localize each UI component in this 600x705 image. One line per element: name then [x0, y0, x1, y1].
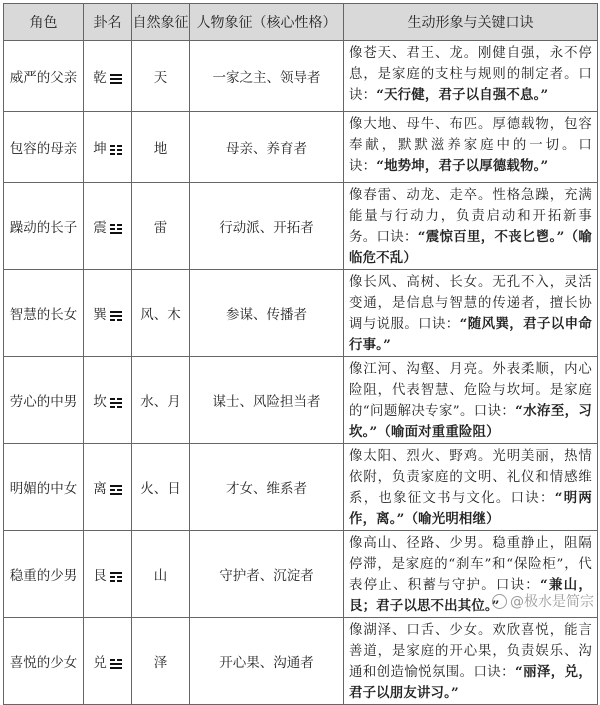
person-cell: 开心果、沟通者: [190, 618, 344, 705]
desc-cell: [344, 112, 598, 183]
gua-name: 坤: [93, 141, 107, 157]
nature-cell: 水、月: [132, 357, 190, 444]
person-cell: 守护者、沉淀者: [190, 531, 344, 618]
watermark: [492, 591, 594, 611]
desc-text: 像春雷、动龙、走卒。性格急躁，充满能量与行动力，负责启动和开拓新事务。口诀：: [349, 188, 592, 245]
gua-cell: [84, 444, 132, 531]
role-cell: 躁动的长子: [4, 183, 84, 270]
desc-cell: [344, 270, 598, 357]
gua-name: 兑: [93, 655, 107, 671]
watermark-logo-icon: [492, 594, 507, 609]
desc-text: 像湖泽、口舌、少女。欢欣喜悦，能言善道，是家庭的开心果，负责娱乐、沟通和创造愉悦氛围。口诀：: [349, 623, 592, 680]
table-row: [4, 270, 598, 357]
trigram-icon: [110, 657, 122, 671]
table-row: [4, 444, 598, 531]
desc-quote: “地势坤，君子以厚德载物。”: [376, 158, 549, 174]
gua-cell: [84, 270, 132, 357]
desc-cell: [344, 183, 598, 270]
trigram-icon: [110, 143, 122, 157]
nature-cell: 雷: [132, 183, 190, 270]
person-cell: 母亲、养育者: [190, 112, 344, 183]
desc-text: 像高山、径路、少男。稳重静止，阻隔停滞，是家庭的“刹车”和“保险柜”，代表停止、积蓄与守护。口诀：: [349, 536, 592, 593]
table-row: [4, 357, 598, 444]
desc-quote: “天行健，君子以自强不息。”: [376, 87, 549, 103]
role-cell: 劳心的中男: [4, 357, 84, 444]
trigram-icon: [110, 222, 122, 236]
gua-name: 震: [93, 220, 107, 236]
header-nature: 自然象征: [132, 4, 190, 41]
desc-text: 像江河、沟壑、月亮。外表柔顺，内心险阻，代表智慧、危险与坎坷。是家庭的“问题解决专家”。口诀：: [349, 362, 592, 419]
desc-quote: “水洊至，习坎。”（喻面对重重险阻）: [349, 403, 592, 440]
gua-name: 巽: [93, 307, 107, 323]
header-person: 人物象征（核心性格）: [190, 4, 344, 41]
desc-quote: “明两作，离。”（喻光明相继）: [349, 490, 592, 527]
desc-cell: [344, 444, 598, 531]
role-cell: 包容的母亲: [4, 112, 84, 183]
desc-cell: [344, 357, 598, 444]
header-desc: 生动形象与关键口诀: [344, 4, 598, 41]
table-row: [4, 41, 598, 112]
gua-cell: [84, 531, 132, 618]
table-row: [4, 112, 598, 183]
trigram-icon: [110, 570, 122, 584]
person-cell: 参谋、传播者: [190, 270, 344, 357]
role-cell: 明媚的中女: [4, 444, 84, 531]
desc-quote: “随风巽，君子以申命行事。”: [349, 316, 593, 353]
nature-cell: 天: [132, 41, 190, 112]
person-cell: 才女、维系者: [190, 444, 344, 531]
desc-quote: “震惊百里，不丧匕鬯。”（喻临危不乱）: [349, 229, 592, 266]
watermark-text: @极水是简宗: [510, 594, 594, 610]
gua-name: 坎: [93, 394, 107, 410]
desc-cell: [344, 41, 598, 112]
gua-cell: [84, 357, 132, 444]
trigram-icon: [110, 72, 122, 86]
table-row: [4, 183, 598, 270]
gua-cell: [84, 183, 132, 270]
gua-cell: [84, 41, 132, 112]
desc-text: 像长风、高树、长女。无孔不入，灵活变通，是信息与智慧的传递者，擅长协调与说服。口诀：: [349, 275, 592, 332]
desc-text: 像太阳、烈火、野鸡。光明美丽，热情依附，负责家庭的文明、礼仪和情感维系，也象征文书与文化。口诀：: [349, 449, 592, 506]
gua-name: 离: [93, 481, 107, 497]
person-cell: 行动派、开拓者: [190, 183, 344, 270]
gua-name: 乾: [93, 70, 107, 86]
trigram-icon: [110, 483, 122, 497]
gua-name: 艮: [93, 568, 107, 584]
desc-quote: “丽泽，兑，君子以朋友讲习。”: [349, 664, 592, 701]
person-cell: 一家之主、领导者: [190, 41, 344, 112]
nature-cell: 风、木: [132, 270, 190, 357]
role-cell: 稳重的少男: [4, 531, 84, 618]
desc-quote: “兼山，艮；君子以思不出其位。”: [349, 577, 592, 614]
role-cell: 智慧的长女: [4, 270, 84, 357]
gua-cell: [84, 112, 132, 183]
trigram-icon: [110, 396, 122, 410]
nature-cell: 山: [132, 531, 190, 618]
nature-cell: 火、日: [132, 444, 190, 531]
desc-cell: [344, 618, 598, 705]
gua-cell: [84, 618, 132, 705]
person-cell: 谋士、风险担当者: [190, 357, 344, 444]
role-cell: 喜悦的少女: [4, 618, 84, 705]
table-row: [4, 618, 598, 705]
desc-text: 像苍天、君王、龙。刚健自强，永不停息，是家庭的支柱与规则的制定者。口诀：: [349, 46, 592, 103]
trigram-icon: [110, 309, 122, 323]
header-role: 角色: [4, 4, 84, 41]
desc-text: 像大地、母牛、布匹。厚德载物，包容奉献，默默滋养家庭中的一切。口诀：: [349, 117, 592, 174]
nature-cell: 地: [132, 112, 190, 183]
header-gua: 卦名: [84, 4, 132, 41]
header-row: [4, 4, 598, 41]
nature-cell: 泽: [132, 618, 190, 705]
role-cell: 威严的父亲: [4, 41, 84, 112]
